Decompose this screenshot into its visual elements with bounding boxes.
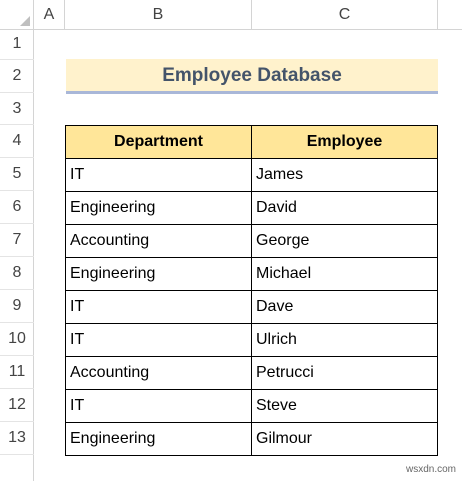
table-row [66, 225, 438, 258]
table-header-row [66, 126, 438, 159]
employee-cell[interactable]: Ulrich [252, 324, 438, 357]
select-all-triangle-icon [20, 16, 30, 26]
department-cell[interactable]: IT [66, 159, 252, 192]
employee-cell[interactable]: George [252, 225, 438, 258]
department-cell[interactable]: Accounting [66, 357, 252, 390]
department-cell[interactable]: IT [66, 324, 252, 357]
row-header-11[interactable]: 11 [0, 356, 34, 389]
row-header-6[interactable]: 6 [0, 191, 34, 224]
table-row [66, 423, 438, 456]
column-header-a[interactable]: A [34, 0, 65, 29]
department-cell[interactable]: IT [66, 390, 252, 423]
employee-cell[interactable]: Steve [252, 390, 438, 423]
employee-cell[interactable]: James [252, 159, 438, 192]
row-header-bar [0, 29, 34, 481]
department-cell[interactable]: Engineering [66, 258, 252, 291]
row-header-3[interactable]: 3 [0, 93, 34, 125]
column-header-b[interactable]: B [65, 0, 252, 29]
table-row [66, 357, 438, 390]
table-row [66, 324, 438, 357]
row-header-2[interactable]: 2 [0, 60, 34, 93]
row-header-13[interactable]: 13 [0, 422, 34, 455]
column-header-c[interactable]: C [252, 0, 438, 29]
department-cell[interactable]: Engineering [66, 423, 252, 456]
employee-cell[interactable]: Michael [252, 258, 438, 291]
employee-cell[interactable]: Dave [252, 291, 438, 324]
row-header-12[interactable]: 12 [0, 389, 34, 422]
row-header-5[interactable]: 5 [0, 158, 34, 191]
row-header-7[interactable]: 7 [0, 224, 34, 257]
header-employee[interactable]: Employee [252, 126, 438, 159]
table-row [66, 390, 438, 423]
row-header-8[interactable]: 8 [0, 257, 34, 290]
row-header-4[interactable]: 4 [0, 125, 34, 158]
department-cell[interactable]: Engineering [66, 192, 252, 225]
table-row [66, 258, 438, 291]
sheet-title: Employee Database [162, 64, 342, 86]
column-header-bar [0, 0, 462, 30]
row-header-1[interactable]: 1 [0, 29, 34, 60]
employee-cell[interactable]: Gilmour [252, 423, 438, 456]
table-row [66, 192, 438, 225]
employee-table [65, 125, 438, 456]
title-underline [66, 91, 438, 94]
table-row [66, 159, 438, 192]
row-header-9[interactable]: 9 [0, 290, 34, 323]
row-header-10[interactable]: 10 [0, 323, 34, 356]
department-cell[interactable]: Accounting [66, 225, 252, 258]
table-row [66, 291, 438, 324]
department-cell[interactable]: IT [66, 291, 252, 324]
header-department[interactable]: Department [66, 126, 252, 159]
select-all-corner[interactable] [0, 0, 34, 29]
employee-cell[interactable]: Petrucci [252, 357, 438, 390]
watermark: wsxdn.com [405, 464, 456, 475]
title-cell[interactable] [66, 59, 438, 92]
employee-cell[interactable]: David [252, 192, 438, 225]
